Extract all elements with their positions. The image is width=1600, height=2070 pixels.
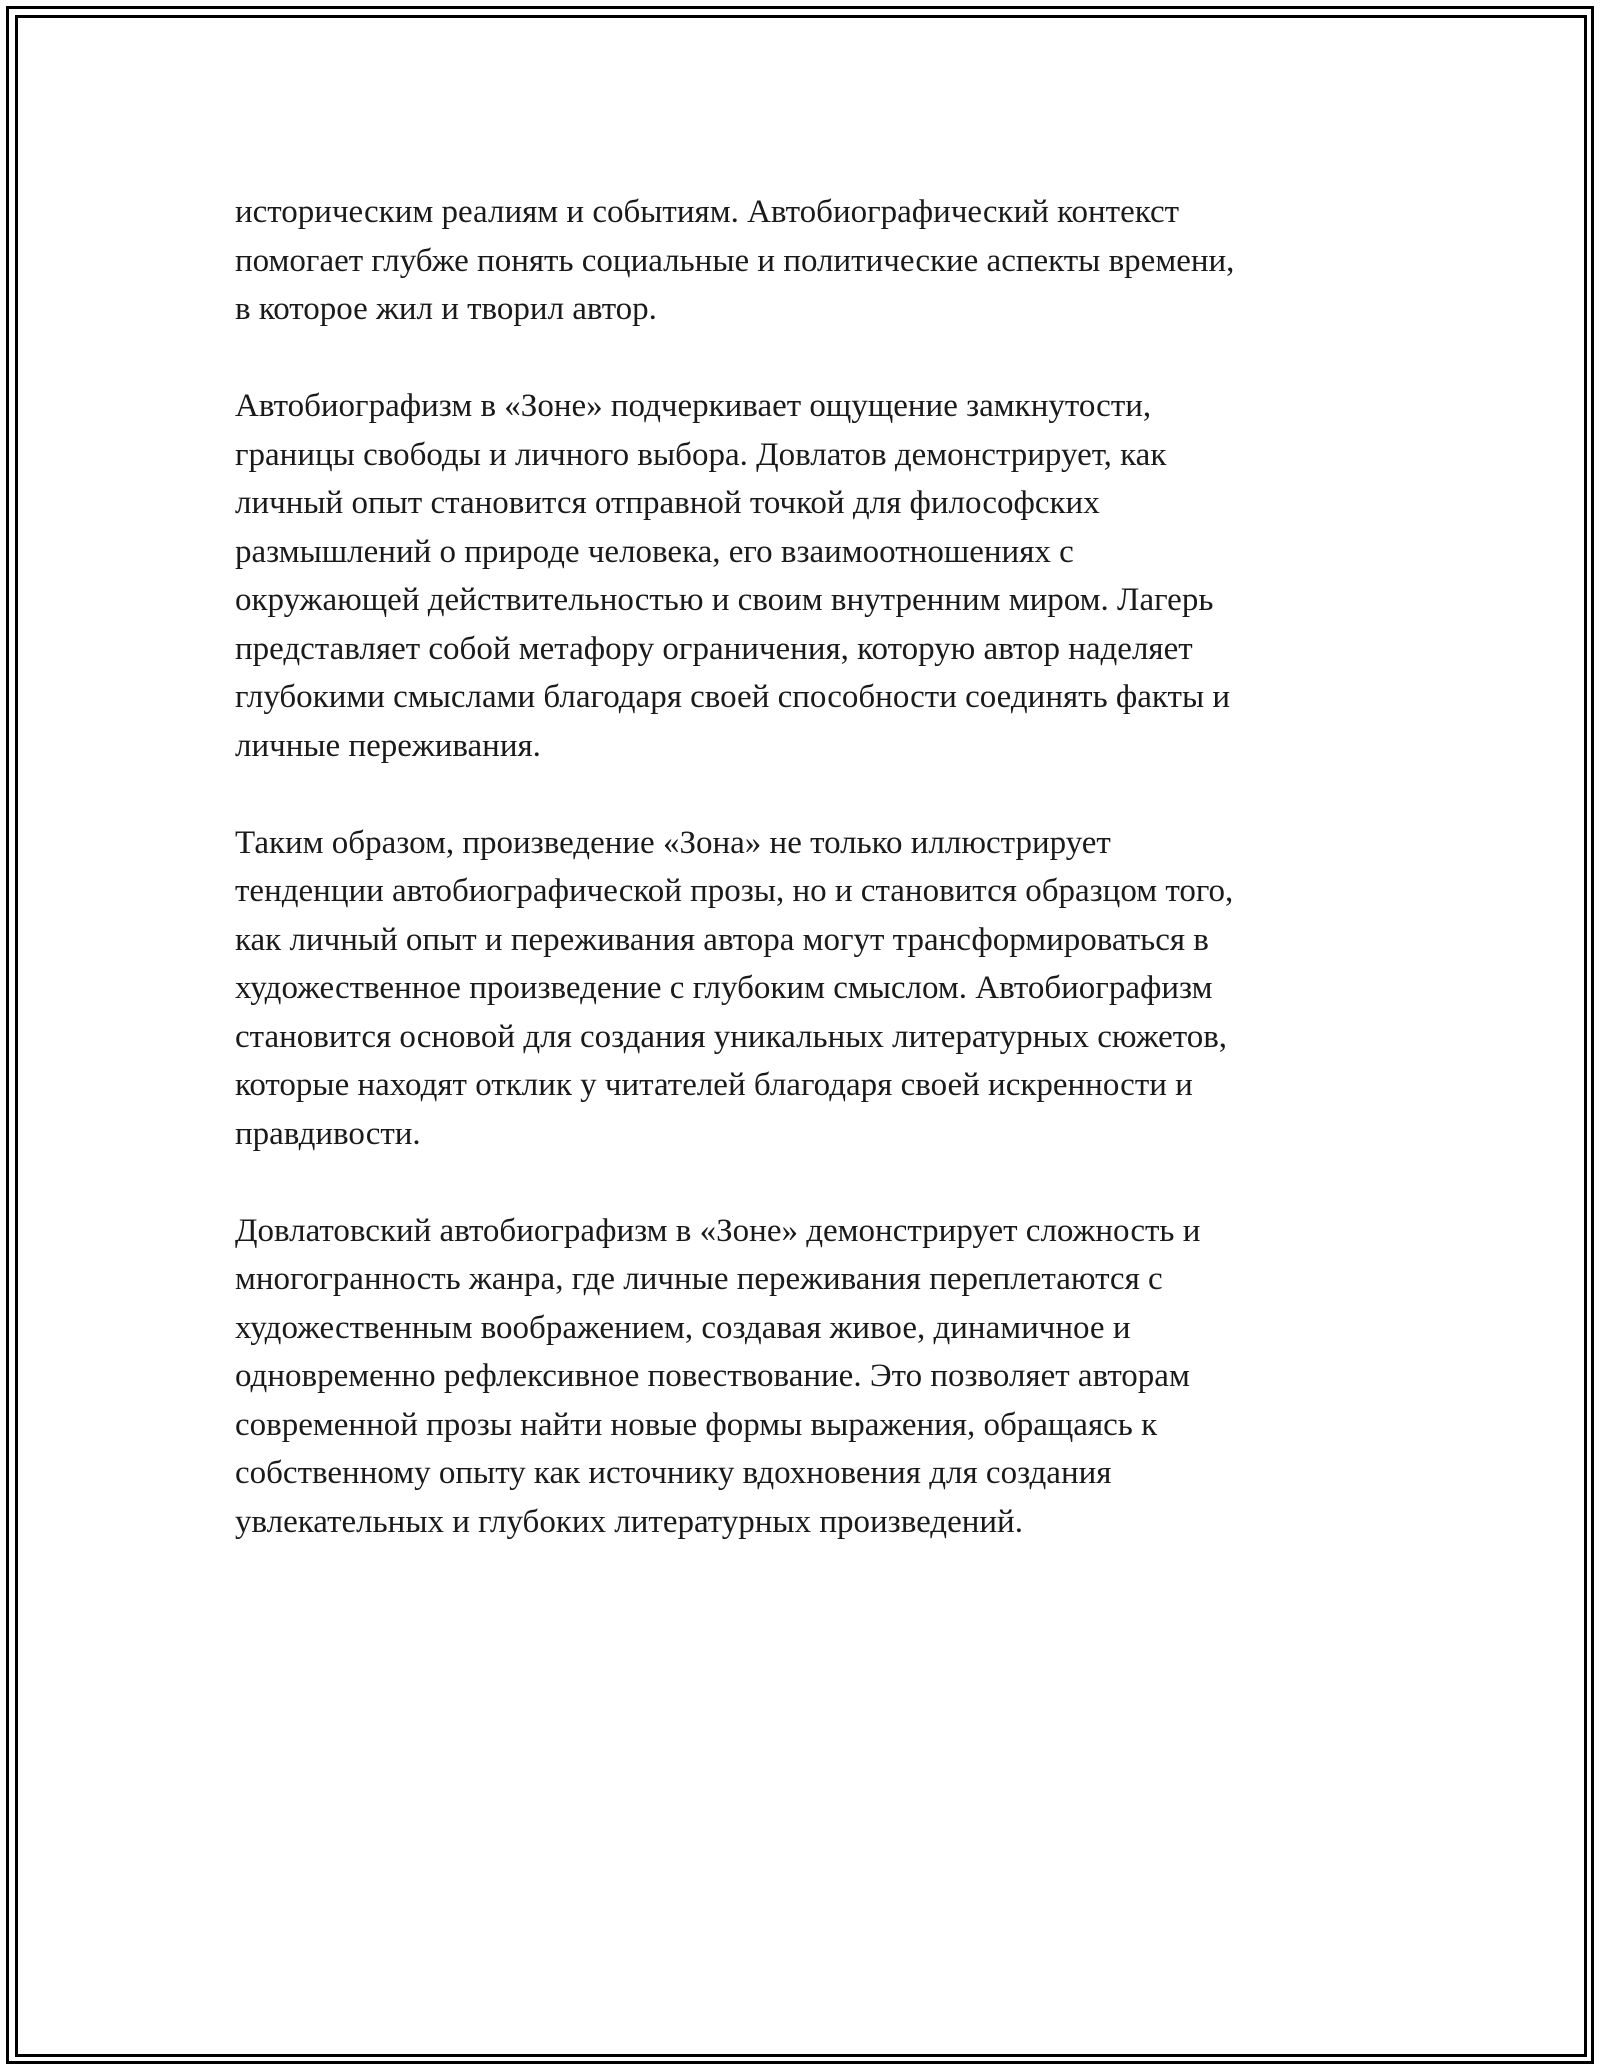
paragraph-3: Таким образом, произведение «Зона» не только иллюстрирует тенденции автобиографической прозы, но и становится образцом того, как личный опыт и переживания автора могут трансформироваться в художественное произведение с глубоким смыслом. Автобиографизм становится основой для создания уникальных литературных сюжетов, которые находят отклик у читателей благодаря своей искренности и правдивости. bbox=[235, 824, 1234, 1152]
paragraph-2: Автобиографизм в «Зоне» подчеркивает ощущение замкнутости, границы свободы и личного выбора. Довлатов демонстрирует, как личный опыт становится отправной точкой для философских размышлений о природе человека, его взаимоотношениях с окружающей действительностью и своим внутренним миром. Лагерь представляет собой метафору ограничения, которую автор наделяет глубокими смыслами благодаря своей способности соединять факты и личные переживания. bbox=[235, 388, 1231, 764]
document-body bbox=[235, 188, 1375, 1595]
paragraph-1: историческим реалиям и событиям. Автобиографический контекст помогает глубже понять социальные и политические аспекты времени, в которое жил и творил автор. bbox=[235, 194, 1235, 327]
paragraph-4: Довлатовский автобиографизм в «Зоне» демонстрирует сложность и многогранность жанра, где личные переживания переплетаются с художественным воображением, создавая живое, динамичное и одновременно рефлексивное повествование. Это позволяет авторам современной прозы найти новые формы выражения, обращаясь к собственному опыту как источнику вдохновения для создания увлекательных и глубоких литературных произведений. bbox=[235, 1212, 1201, 1540]
